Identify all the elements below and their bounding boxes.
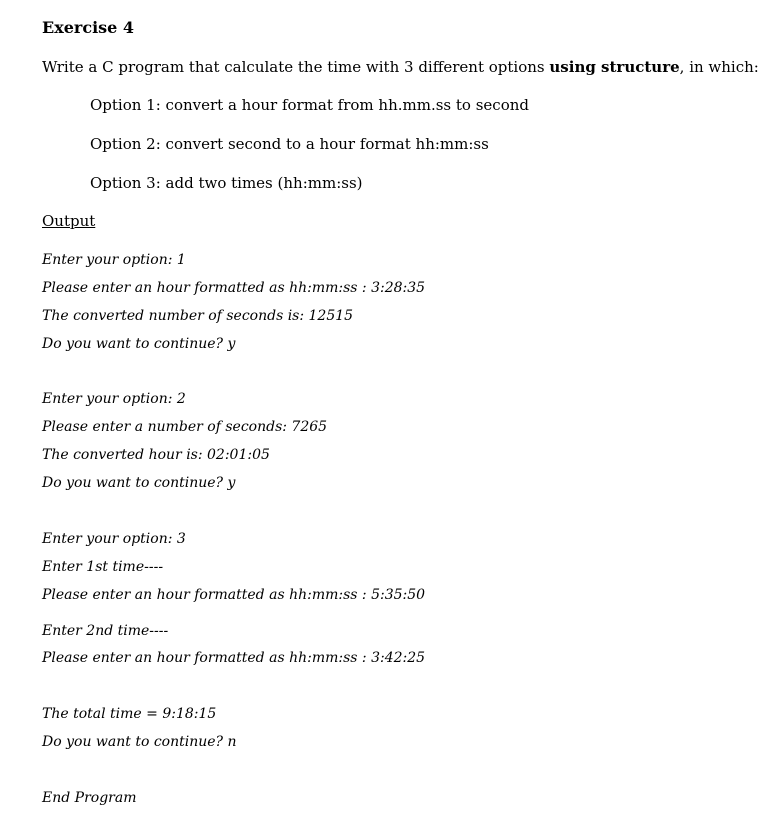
option-1: Option 1: convert a hour format from hh.mm.ss to second bbox=[90, 96, 529, 114]
description-text: Write a C program that calculate the time with 3 different options bbox=[42, 58, 550, 76]
output-line: Do you want to continue? y bbox=[42, 336, 236, 352]
description-text-end: , in which: bbox=[679, 58, 759, 76]
option-3: Option 3: add two times (hh:mm:ss) bbox=[90, 174, 363, 192]
output-line: Enter your option: 3 bbox=[42, 531, 186, 547]
output-line: Please enter an hour formatted as hh:mm:ss : 3:42:25 bbox=[42, 650, 426, 666]
output-line: The converted hour is: 02:01:05 bbox=[42, 447, 270, 463]
output-line: The converted number of seconds is: 12515 bbox=[42, 308, 354, 324]
output-line: Do you want to continue? n bbox=[42, 734, 237, 750]
output-line: Enter 2nd time---- bbox=[42, 623, 169, 639]
output-line: Enter 1st time---- bbox=[42, 559, 164, 575]
output-line: End Program bbox=[42, 790, 137, 806]
option-2: Option 2: convert second to a hour format hh:mm:ss bbox=[90, 135, 489, 153]
output-line: Please enter an hour formatted as hh:mm:ss : 3:28:35 bbox=[42, 280, 426, 296]
output-line: Do you want to continue? y bbox=[42, 475, 236, 491]
output-line: Please enter a number of seconds: 7265 bbox=[42, 419, 328, 435]
description-emphasis: using structure bbox=[549, 58, 680, 76]
output-line: Enter your option: 1 bbox=[42, 252, 186, 268]
exercise-description bbox=[42, 58, 759, 76]
output-line: Please enter an hour formatted as hh:mm:ss : 5:35:50 bbox=[42, 587, 426, 603]
exercise-title: Exercise 4 bbox=[42, 18, 135, 37]
output-line: The total time = 9:18:15 bbox=[42, 706, 217, 722]
output-line: Enter your option: 2 bbox=[42, 391, 186, 407]
output-heading: Output bbox=[42, 212, 96, 230]
